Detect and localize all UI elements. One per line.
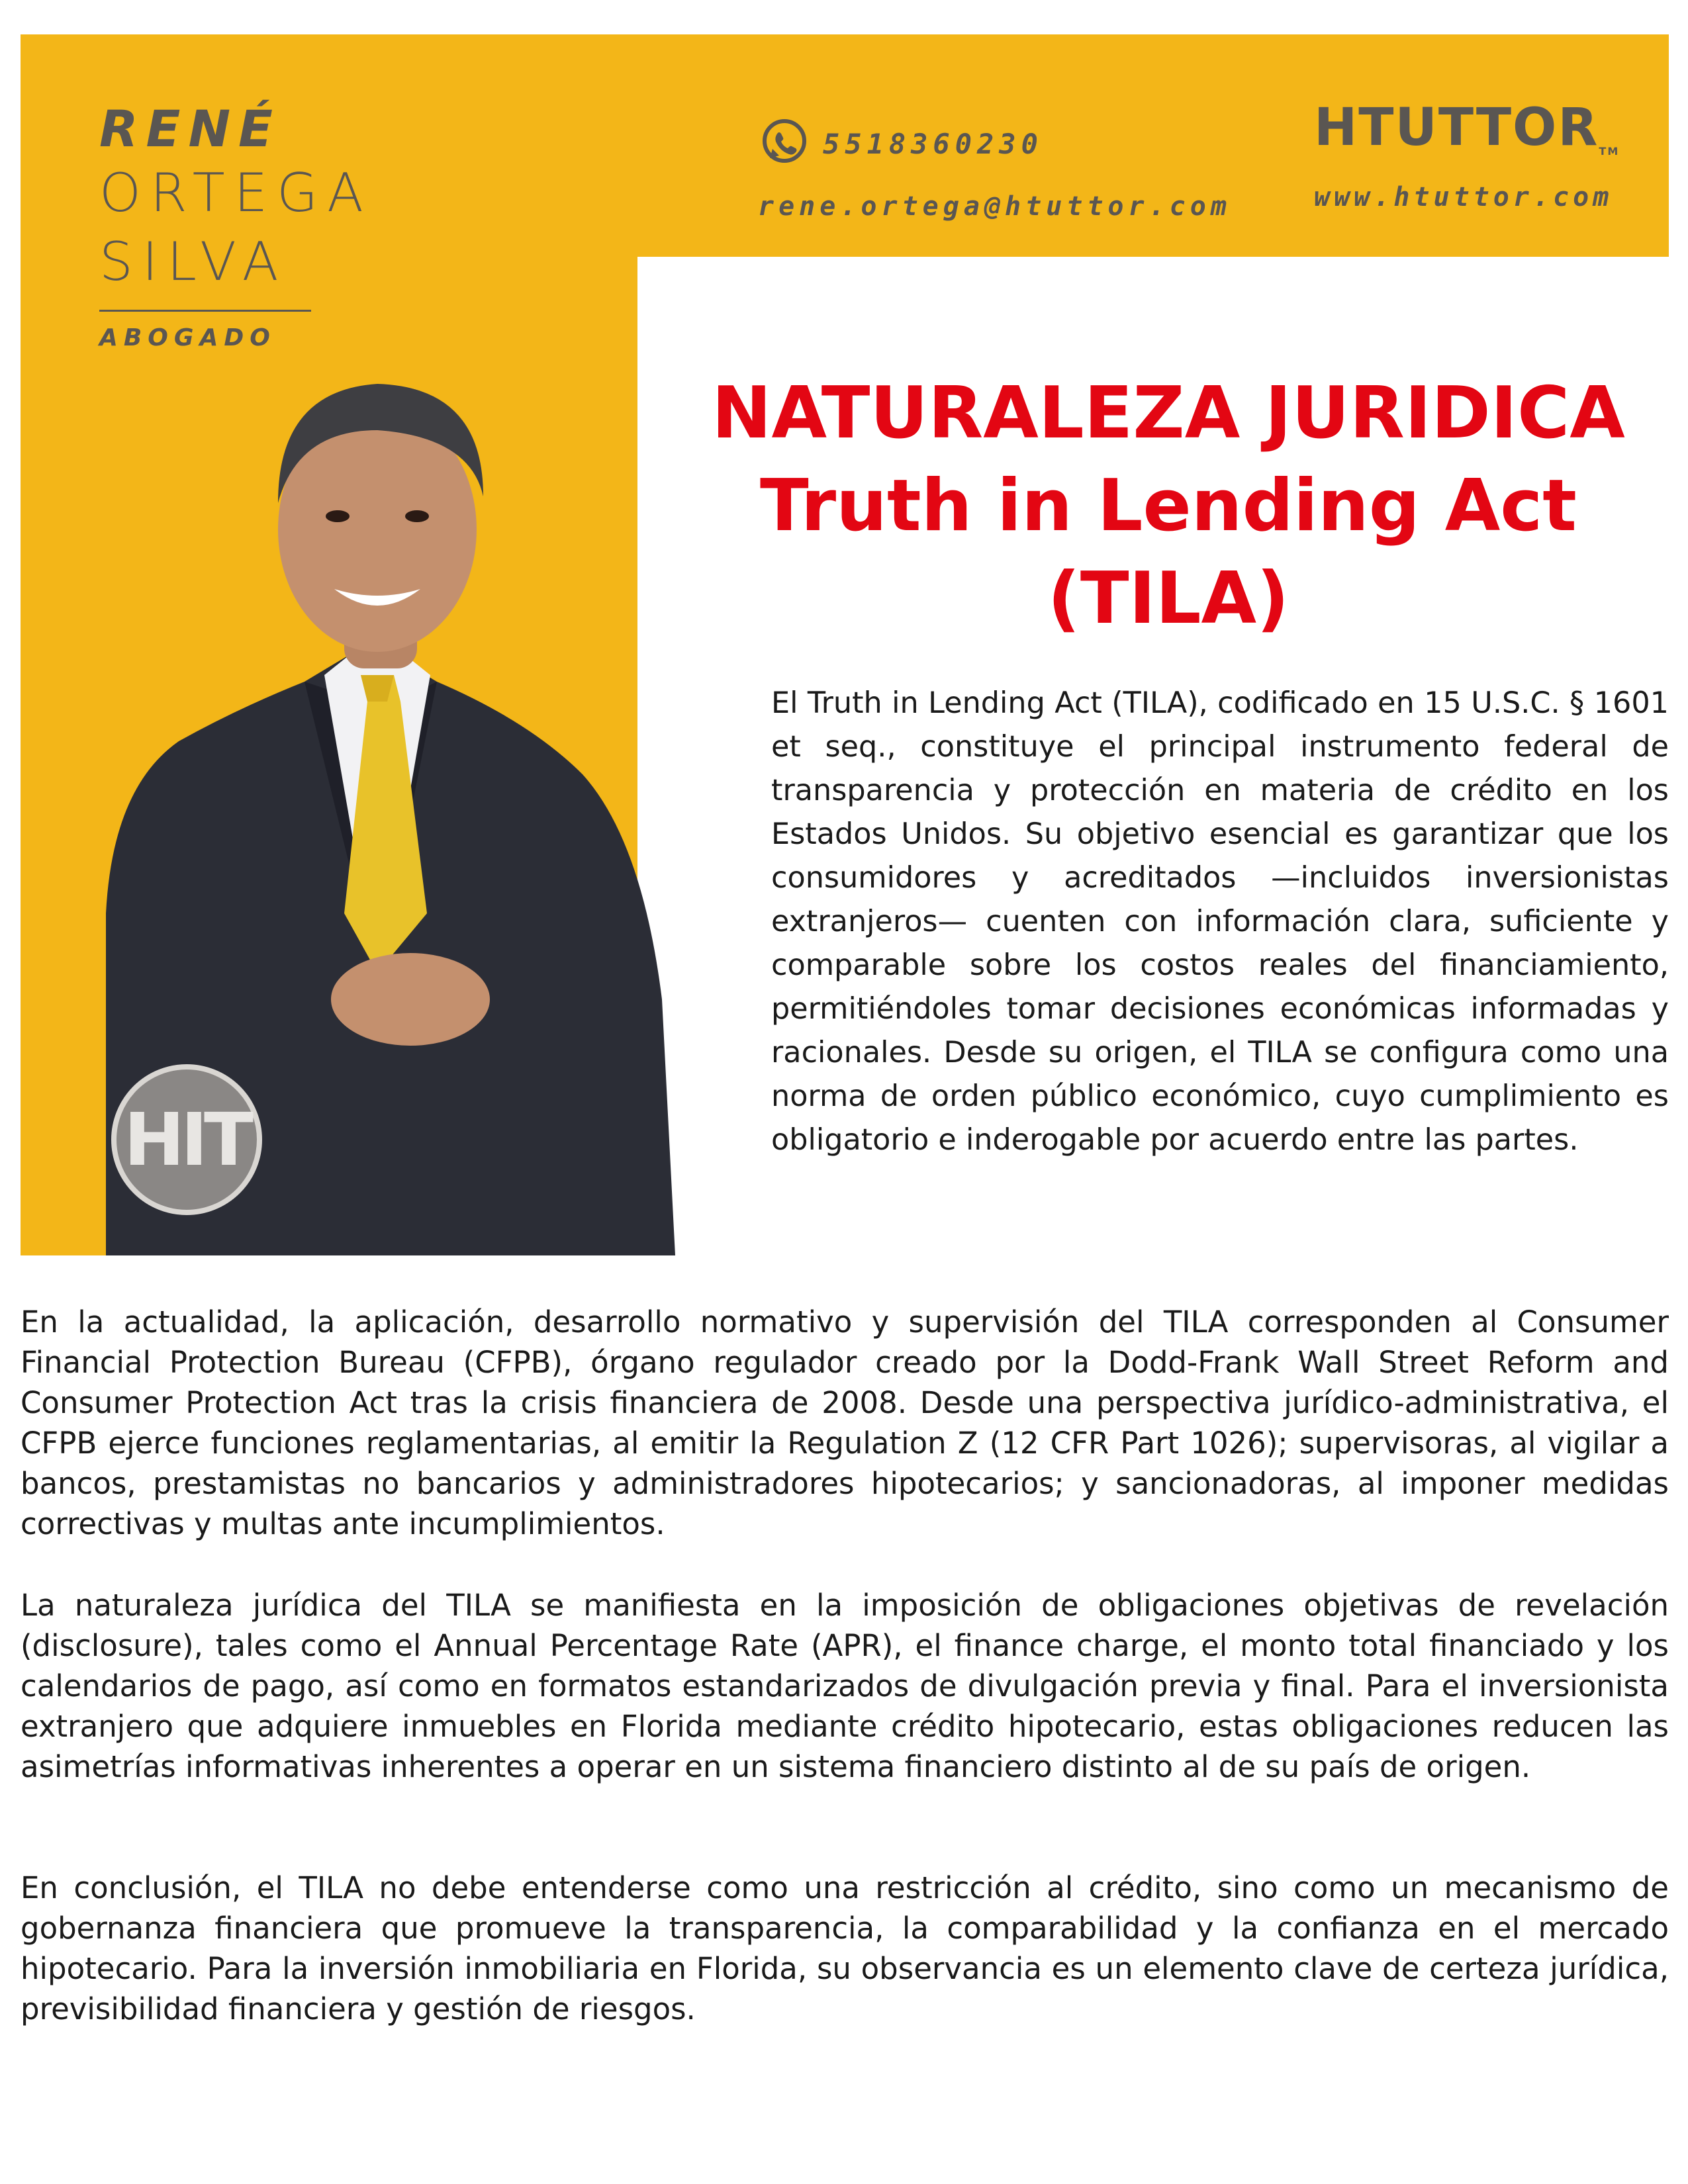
title-line-1: NATURALEZA JURIDICA [712,372,1625,455]
hit-logo-badge: HIT [111,1064,262,1215]
name-middle: ORTEGA [99,162,373,224]
title-line-2: Truth in Lending Act [760,465,1577,547]
body-paragraph-2: La naturaleza jurídica del TILA se manifiesta en la imposición de obligaciones objetivas de revelación (disclosure), tales como el Annual Percentage Rate (APR), el finance charge, el monto total financiado y los calendarios de pago, así como en formatos estandarizados de divulgación previa y final. Para el inversionista extranjero que adquiere inmuebles en Florida mediante crédito hipotecario, estas obligaciones reducen las asimetrías informativas inherentes a operar en un sistema financiero distinto al de su país de origen. [21,1588,1669,1784]
contact-info [758,116,1231,222]
body-paragraph-3: En conclusión, el TILA no debe entenderse como una restricción al crédito, sino como un mecanismo de gobernanza financiera que promueve la transparencia, la comparabilidad y la confianza en el mercado hipotecario. Para la inversión inmobiliaria en Florida, su observancia es un elemento clave de certeza jurídica, previsibilidad financiera y gestión de riesgos. [21,1870,1669,2026]
whatsapp-icon [758,116,811,171]
email-address[interactable]: rene.ortega@htuttor.com [758,191,1231,222]
title-line-3: (TILA) [1047,557,1289,640]
brand-name: HTUTTOR [1314,98,1599,158]
intro-paragraph: El Truth in Lending Act (TILA), codificado en 15 U.S.C. § 1601 et seq., constituye el principal instrumento federal de transparencia y protección en materia de crédito en los Estados Unidos. Su objetivo esencial es garantizar que los consumidores y acreditados —incluidos inversionistas extranjeros— cuenten con información clara, suficiente y comparable sobre los costos reales del financiamiento, permitiéndoles tomar decisiones económicas informadas y racionales. Desde su origen, el TILA se configura como una norma de orden público económico, cuyo cumplimiento es obligatorio e inderogable por acuerdo entre las partes. [771,686,1669,1157]
brand-logo: HTUTTORTM [1314,98,1620,158]
name-first: RENÉ [99,99,281,158]
document-title [662,367,1675,645]
lawyer-role: ABOGADO [99,324,276,351]
phone-number[interactable]: 5518360230 [823,127,1043,160]
body-paragraph-1: En la actualidad, la aplicación, desarrollo normativo y supervisión del TILA corresponden al Consumer Financial Protection Bureau (CFPB), órgano regulador creado por la Dodd-Frank Wall Street Reform and Consumer Protection Act tras la crisis financiera de 2008. Desde una perspectiva jurídico-administrativa, el CFPB ejerce funciones reglamentarias, al emitir la Regulation Z (12 CFR Part 1026); supervisoras, al vigilar a bancos, prestamistas no bancarios y administradores hipotecarios; y sancionadoras, al imponer medidas correctivas y multas ante incumplimientos. [21,1304,1669,1541]
website-url[interactable]: www.htuttor.com [1314,182,1613,212]
phone-row [758,116,1231,171]
name-last: SILVA [99,231,288,293]
